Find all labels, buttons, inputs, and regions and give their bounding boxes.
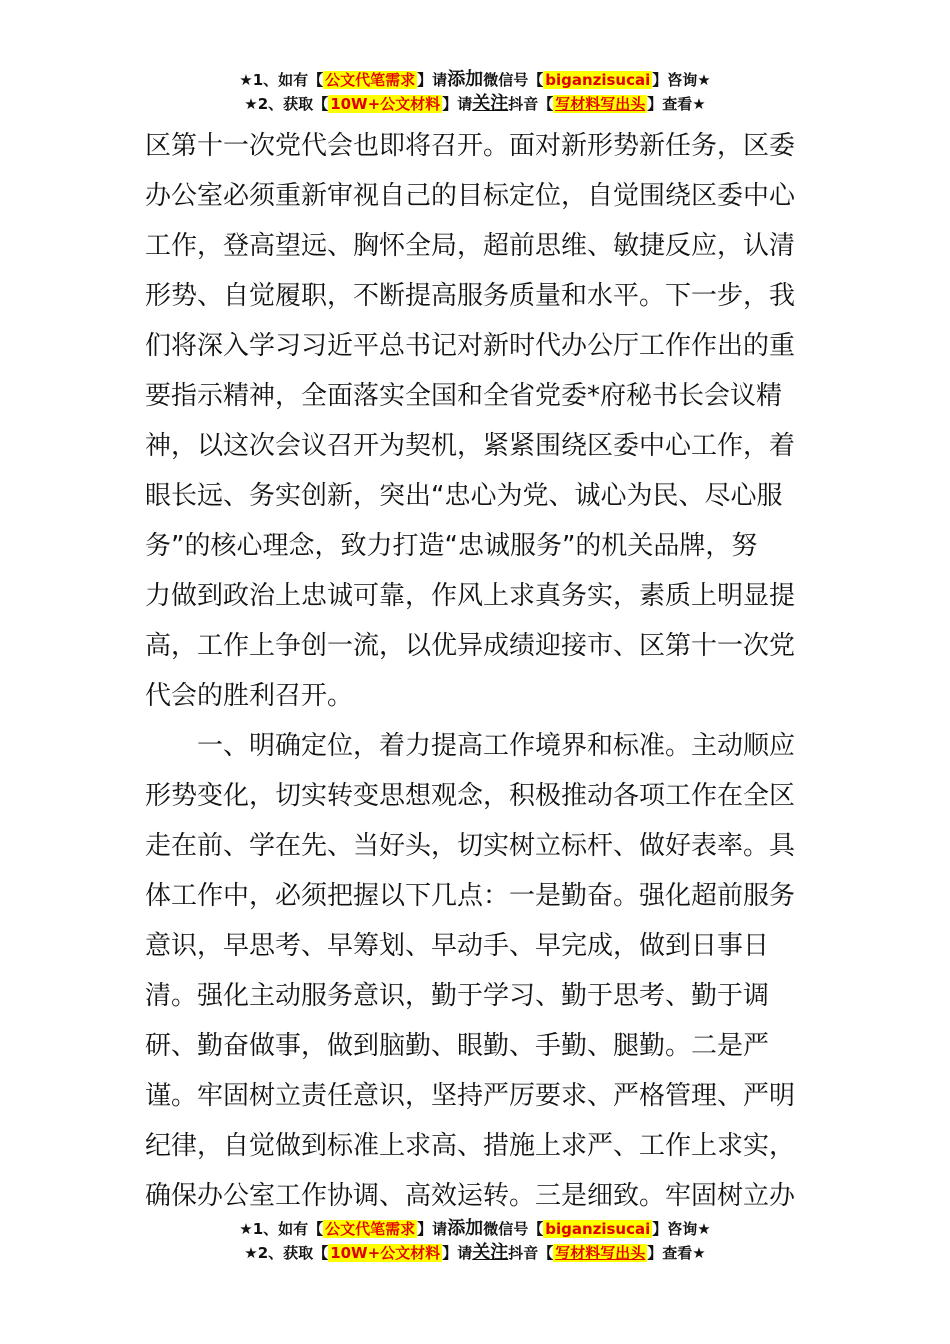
promo-emphasis: 添加	[447, 1218, 484, 1239]
promo-text: ★2、获取【	[244, 95, 329, 113]
body-line: 力做到政治上忠诚可靠，作风上求真务实，素质上明显提	[145, 581, 796, 611]
promo-text: 抖音【	[508, 95, 554, 113]
body-line: 眼长远、务实创新，突出“忠心为党、诚心为民、尽心服	[145, 481, 783, 511]
promo-emphasis: 关注	[472, 93, 509, 114]
promo-highlight: 公文代笔需求	[325, 71, 416, 89]
body-line: 神，以这次会议召开为契机，紧紧围绕区委中心工作，着	[145, 431, 796, 461]
body-line: 谨。牢固树立责任意识，坚持严厉要求、严格管理、严明	[145, 1081, 796, 1111]
body-line: 务”的核心理念，致力打造“忠诚服务”的机关品牌，努	[145, 531, 758, 561]
promo-highlight: 10W+公文材料	[330, 95, 441, 113]
promo-text: 】咨询★	[652, 1220, 711, 1238]
promo-line-2	[0, 1241, 950, 1265]
promo-emphasis: 添加	[447, 69, 484, 90]
promo-line-1	[0, 1217, 950, 1241]
promo-emphasis: 关注	[472, 1242, 509, 1263]
promo-wechat-id: biganzisucai	[545, 1220, 651, 1238]
promo-text: 】咨询★	[652, 71, 711, 89]
header-promo-banner	[0, 68, 950, 116]
promo-text: 抖音【	[508, 1244, 554, 1262]
promo-douyin-id: 写材料写出头	[555, 1244, 646, 1262]
body-line: 清。强化主动服务意识，勤于学习、勤于思考、勤于调	[145, 981, 770, 1011]
document-body	[145, 121, 796, 1221]
body-line: 形势、自觉履职，不断提高服务质量和水平。下一步，我	[145, 281, 796, 311]
body-line: 形势变化，切实转变思想观念，积极推动各项工作在全区	[145, 781, 796, 811]
footer-promo-banner	[0, 1217, 950, 1265]
promo-text: 微信号【	[483, 71, 544, 89]
promo-text: 】查看★	[647, 95, 706, 113]
promo-line-2	[0, 92, 950, 116]
promo-text: ★1、如有【	[239, 1220, 324, 1238]
body-line: 高，工作上争创一流，以优异成绩迎接市、区第十一次党	[145, 631, 796, 661]
promo-text: 】请	[417, 1220, 448, 1238]
body-line: 区第十一次党代会也即将召开。面对新形势新任务，区委	[145, 131, 796, 161]
body-line: 工作，登高望远、胸怀全局，超前思维、敏捷反应，认清	[145, 231, 796, 261]
promo-text: 】请	[442, 1244, 473, 1262]
promo-text: ★2、获取【	[244, 1244, 329, 1262]
body-line: 确保办公室工作协调、高效运转。三是细致。牢固树立办	[145, 1181, 796, 1211]
body-line: 们将深入学习习近平总书记对新时代办公厅工作作出的重	[145, 331, 796, 361]
promo-text: ★1、如有【	[239, 71, 324, 89]
promo-highlight: 10W+公文材料	[330, 1244, 441, 1262]
body-line: 研、勤奋做事，做到脑勤、眼勤、手勤、腿勤。二是严	[145, 1031, 770, 1061]
promo-wechat-id: biganzisucai	[545, 71, 651, 89]
promo-text: 】请	[442, 95, 473, 113]
promo-douyin-id: 写材料写出头	[555, 95, 646, 113]
promo-highlight: 公文代笔需求	[325, 1220, 416, 1238]
promo-text: 微信号【	[483, 1220, 544, 1238]
body-line: 纪律，自觉做到标准上求高、措施上求严、工作上求实，	[145, 1131, 796, 1161]
body-line: 意识，早思考、早筹划、早动手、早完成，做到日事日	[145, 931, 770, 961]
body-line: 代会的胜利召开。	[145, 681, 354, 711]
body-line: 办公室必须重新审视自己的目标定位，自觉围绕区委中心	[145, 181, 796, 211]
body-line: 要指示精神，全面落实全国和全省党委*府秘书长会议精	[145, 381, 783, 411]
section-heading-line: 一、明确定位，着力提高工作境界和标准。主动顺应	[145, 731, 796, 761]
promo-text: 】请	[417, 71, 448, 89]
promo-text: 】查看★	[647, 1244, 706, 1262]
body-line: 走在前、学在先、当好头，切实树立标杆、做好表率。具	[145, 831, 796, 861]
body-line: 体工作中，必须把握以下几点：一是勤奋。强化超前服务	[145, 881, 796, 911]
promo-line-1	[0, 68, 950, 92]
